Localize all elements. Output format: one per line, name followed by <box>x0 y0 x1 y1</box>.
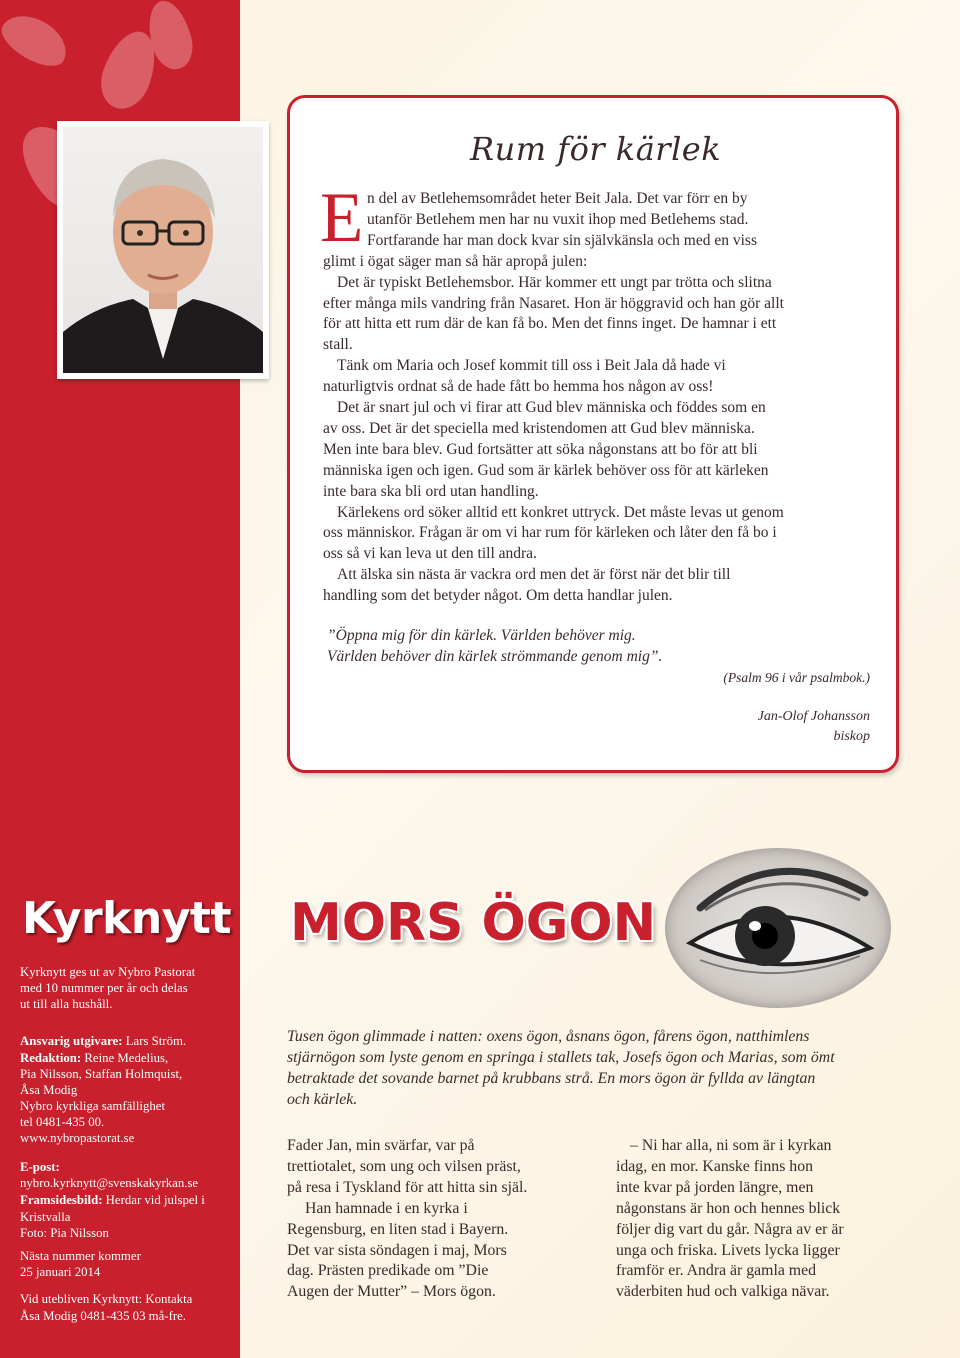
imprint-line <box>20 1249 141 1264</box>
letter-line: stall. <box>323 336 353 354</box>
letter-line: n del av Betlehemsområdet heter Beit Jala. Det var förr en by <box>367 190 748 207</box>
imprint-text: Åsa Modig 0481-435 03 må-fre. <box>20 1309 186 1323</box>
letter-line: Men inte bara blev. Gud fortsätter att söka någonstans att bo för att bli <box>323 440 758 458</box>
portrait-illustration <box>63 127 263 373</box>
column-line: Fader Jan, min svärfar, var på <box>287 1137 475 1154</box>
letter-line: oss så vi kan leva ut den till andra. <box>323 545 537 563</box>
flower-petal-decoration <box>0 5 75 75</box>
quote-line: Världen behöver din kärlek strömmande genom mig”. <box>327 647 663 665</box>
portrait-photo <box>63 127 263 373</box>
imprint-label: Framsidesbild: <box>20 1193 103 1207</box>
imprint-line <box>20 1160 60 1175</box>
imprint-line <box>20 1034 186 1049</box>
letter-line: handling som det betyder något. Om detta handlar julen. <box>323 587 673 605</box>
column-line: någonstans är hon och hennes blick <box>616 1199 841 1217</box>
quote-line: ”Öppna mig för din kärlek. Världen behöver mig. <box>327 627 636 644</box>
imprint-text: nybro.kyrknytt@svenskakyrkan.se <box>20 1176 199 1190</box>
imprint-text: Nästa nummer kommer <box>20 1249 141 1263</box>
quote-source: (Psalm 96 i vår psalmbok.) <box>723 670 870 685</box>
letter-line: människa igen och igen. Gud som är kärlek behöver oss för att kärleken <box>323 461 769 479</box>
imprint-line <box>20 1176 198 1191</box>
imprint-text: Vid utebliven Kyrknytt: Kontakta <box>20 1292 193 1306</box>
column-line: trettiotalet, som ung och vilsen präst, <box>287 1157 521 1175</box>
column-line: framför er. Andra är gamla med <box>616 1262 817 1280</box>
letter-line: efter många mils vandring från Nasaret. Hon är höggravid och han gör allt <box>323 294 784 312</box>
letter-line: glimt i ögat säger man så här apropå julen: <box>323 252 588 270</box>
imprint-text: Kristvalla <box>20 1210 71 1224</box>
column-line: följer dig vart du går. Några av er är <box>616 1220 844 1238</box>
imprint-text: Kyrknytt ges ut av Nybro Pastorat <box>20 965 196 979</box>
column-line: på resa i Tyskland för att hitta sin själ. <box>287 1178 528 1196</box>
imprint-line <box>20 1309 186 1324</box>
column-line: Regensburg, en liten stad i Bayern. <box>287 1220 509 1238</box>
bishop-portrait <box>57 121 269 379</box>
imprint-line <box>20 1083 77 1098</box>
letter-line: naturligtvis ordnat så de hade fått bo hemma hos någon av oss! <box>323 378 714 396</box>
article-title: MORS ÖGON <box>290 893 657 953</box>
imprint-line <box>20 997 112 1012</box>
column-line: unga och friska. Livets lycka ligger <box>616 1241 840 1259</box>
imprint-line <box>20 1115 104 1130</box>
intro-line: stjärnögon som lyste genom en springa i stallets tak, Josefs ögon och Marias, som ömt <box>287 1049 835 1066</box>
author-title: biskop <box>833 729 870 744</box>
column-line: Det var sista söndagen i maj, Mors <box>287 1241 507 1259</box>
eye-illustration <box>665 848 891 1008</box>
imprint-line <box>20 1131 134 1146</box>
imprint-label: Ansvarig utgivare: <box>20 1034 123 1048</box>
imprint-label: Redaktion: <box>20 1051 82 1065</box>
letter-line: Det är typiskt Betlehemsbor. Här kommer ett ungt par trötta och slitna <box>337 273 772 291</box>
imprint-text: Nybro kyrkliga samfällighet <box>20 1099 165 1113</box>
letter-line: för att hitta ett rum där de kan få bo. Men det finns inget. De hamnar i ett <box>323 315 777 333</box>
imprint-text: 25 januari 2014 <box>20 1265 101 1279</box>
column-line: dag. Prästen predikade om ”Die <box>287 1262 489 1280</box>
letter-title: Rum för kärlek <box>470 130 722 168</box>
letter-line: av oss. Det är det speciella med kristendomen att Gud blev människa. <box>323 419 755 437</box>
intro-line: och kärlek. <box>287 1091 358 1108</box>
imprint-text: med 10 nummer per år och delas <box>20 981 188 995</box>
imprint-text: Pia Nilsson, Staffan Holmquist, <box>20 1067 183 1081</box>
column-line: väderbiten hud och valkiga nävar. <box>616 1283 830 1301</box>
letter-line: Att älska sin nästa är vackra ord men det är först när det blir till <box>337 566 731 584</box>
intro-line: Tusen ögon glimmade i natten: oxens ögon, åsnans ögon, fårens ögon, natthimlens <box>287 1028 810 1045</box>
imprint-text: www.nybropastorat.se <box>20 1131 135 1145</box>
imprint-text: Reine Medelius, <box>81 1051 169 1065</box>
imprint-text: tel 0481-435 00. <box>20 1115 105 1129</box>
imprint-text: Herdar vid julspel i <box>102 1193 205 1207</box>
imprint-label: E-post: <box>20 1160 60 1174</box>
brand-title: Kyrknytt <box>22 893 231 944</box>
letter-line: Kärlekens ord söker alltid ett konkret uttryck. Det måste levas ut genom <box>337 503 784 521</box>
imprint-line <box>20 1210 70 1225</box>
imprint-line <box>20 981 188 996</box>
letter-line: Tänk om Maria och Josef kommit till oss i Beit Jala då hade vi <box>337 357 726 375</box>
imprint-text: ut till alla hushåll. <box>20 997 113 1011</box>
column-line: inte kvar på jorden längre, men <box>616 1178 814 1196</box>
column-line: – Ni har alla, ni som är i kyrkan <box>630 1137 832 1154</box>
imprint-line <box>20 965 195 980</box>
imprint-line <box>20 1099 165 1114</box>
letter-line: inte bara ska bli ord utan handling. <box>323 482 539 500</box>
imprint-line <box>20 1193 205 1208</box>
intro-line: betraktade det sovande barnet på krubbans strå. En mors ögon är fyllda av längtan <box>287 1070 816 1087</box>
letter-line: Fortfarande har man dock kvar sin självkänsla och med en viss <box>367 231 757 249</box>
imprint-text: Lars Ström. <box>122 1034 187 1048</box>
imprint-line <box>20 1292 192 1307</box>
drop-cap: E <box>320 179 364 257</box>
column-line: idag, en mor. Kanske finns hon <box>616 1157 813 1175</box>
column-line: Han hamnade i en kyrka i <box>305 1199 468 1217</box>
imprint-text: Åsa Modig <box>20 1083 78 1097</box>
eye-drawing <box>665 848 891 1008</box>
imprint-line <box>20 1051 168 1066</box>
letter-line: utanför Betlehem men har nu vuxit ihop med Betlehems stad. <box>367 210 749 228</box>
author-name: Jan-Olof Johansson <box>757 709 870 724</box>
imprint-line <box>20 1226 109 1241</box>
imprint-line <box>20 1067 182 1082</box>
column-line: Augen der Mutter” – Mors ögon. <box>287 1283 496 1301</box>
imprint-text: Foto: Pia Nilsson <box>20 1226 109 1240</box>
imprint-line <box>20 1265 100 1280</box>
letter-line: oss människor. Frågan är om vi har rum för kärleken och låter den få bo i <box>323 524 777 542</box>
letter-line: Det är snart jul och vi firar att Gud blev människa och föddes som en <box>337 399 766 416</box>
